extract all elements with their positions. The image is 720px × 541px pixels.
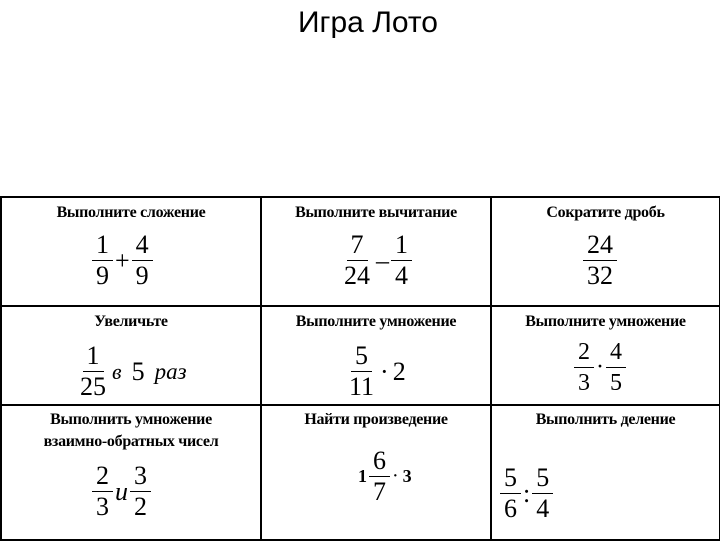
multiplier: 5	[131, 356, 145, 386]
task-label: Выполните сложение	[56, 204, 206, 221]
fraction	[76, 341, 110, 402]
denominator: 24	[344, 261, 370, 290]
operator: :	[523, 478, 531, 508]
expression	[500, 463, 553, 524]
expression	[583, 230, 617, 291]
fraction	[345, 341, 378, 402]
card-addition[interactable]	[1, 197, 261, 306]
fraction	[583, 230, 617, 291]
fraction	[500, 463, 521, 524]
operator: ·	[392, 465, 399, 487]
task-label: Выполните умножение	[295, 313, 457, 330]
numerator: 5	[500, 463, 521, 494]
operator: ·	[596, 354, 604, 380]
card-division[interactable]	[491, 405, 720, 540]
operator: +	[115, 245, 130, 275]
expression	[356, 446, 414, 507]
card-reduce-fraction[interactable]	[491, 197, 720, 306]
task-label: Выполнить деление	[535, 411, 676, 428]
denominator: 9	[135, 261, 149, 290]
denominator: 11	[349, 372, 375, 401]
denominator: 4	[536, 494, 550, 523]
operator: в	[112, 358, 122, 384]
numerator: 5	[532, 463, 553, 494]
numerator: 3	[130, 461, 151, 492]
expression	[574, 337, 626, 398]
multiplier: 2	[392, 356, 406, 386]
numerator: 24	[583, 230, 617, 261]
fraction	[130, 461, 151, 522]
lotto-card-table	[0, 196, 720, 541]
card-reciprocal-multiplication[interactable]	[1, 405, 261, 540]
numerator: 2	[574, 337, 594, 368]
denominator: 2	[134, 492, 147, 521]
denominator: 7	[373, 477, 386, 506]
denominator: 5	[610, 370, 622, 396]
whole-part: 1	[358, 466, 367, 486]
expression	[92, 461, 151, 522]
fraction	[340, 230, 374, 291]
expression	[345, 341, 408, 402]
task-label: Увеличьте	[94, 313, 168, 330]
fraction	[132, 230, 153, 291]
task-label: Сократите дробь	[546, 204, 665, 221]
expression	[76, 341, 189, 402]
fraction	[606, 337, 626, 398]
fraction	[92, 461, 113, 522]
numerator: 2	[92, 461, 113, 492]
fraction	[391, 230, 412, 291]
fraction	[369, 446, 390, 507]
task-label: Выполнить умножение	[50, 411, 212, 428]
numerator: 1	[391, 230, 412, 261]
denominator: 6	[504, 494, 517, 523]
operator: и	[115, 476, 128, 506]
multiplier: 3	[402, 466, 412, 486]
denominator: 25	[80, 372, 106, 401]
card-subtraction[interactable]	[261, 197, 491, 306]
card-multiplication-2[interactable]	[491, 306, 720, 405]
numerator: 7	[347, 230, 368, 261]
page-title: Игра Лото	[297, 6, 438, 39]
numerator: 5	[351, 341, 372, 372]
fraction	[574, 337, 594, 398]
task-label: Выполните вычитание	[295, 204, 457, 221]
expression	[92, 230, 153, 291]
fraction	[532, 463, 553, 524]
card-multiplication-1[interactable]	[261, 306, 491, 405]
expression	[340, 230, 412, 291]
task-label: Выполните умножение	[525, 313, 686, 330]
suffix: раз	[154, 358, 187, 384]
task-label: Найти произведение	[304, 411, 448, 428]
operator: ·	[380, 356, 389, 386]
denominator: 32	[587, 261, 613, 290]
task-label-line-2: взаимно-обратных чисел	[43, 433, 219, 450]
numerator: 1	[83, 341, 104, 372]
denominator: 4	[395, 261, 408, 290]
denominator: 9	[96, 261, 109, 290]
operator: –	[376, 245, 389, 275]
card-product[interactable]	[261, 405, 491, 540]
denominator: 3	[578, 370, 590, 396]
numerator: 4	[606, 337, 626, 368]
denominator: 3	[96, 492, 109, 521]
numerator: 4	[132, 230, 153, 261]
card-increase[interactable]	[1, 306, 261, 405]
numerator: 6	[369, 446, 390, 477]
numerator: 1	[92, 230, 113, 261]
fraction	[92, 230, 113, 291]
